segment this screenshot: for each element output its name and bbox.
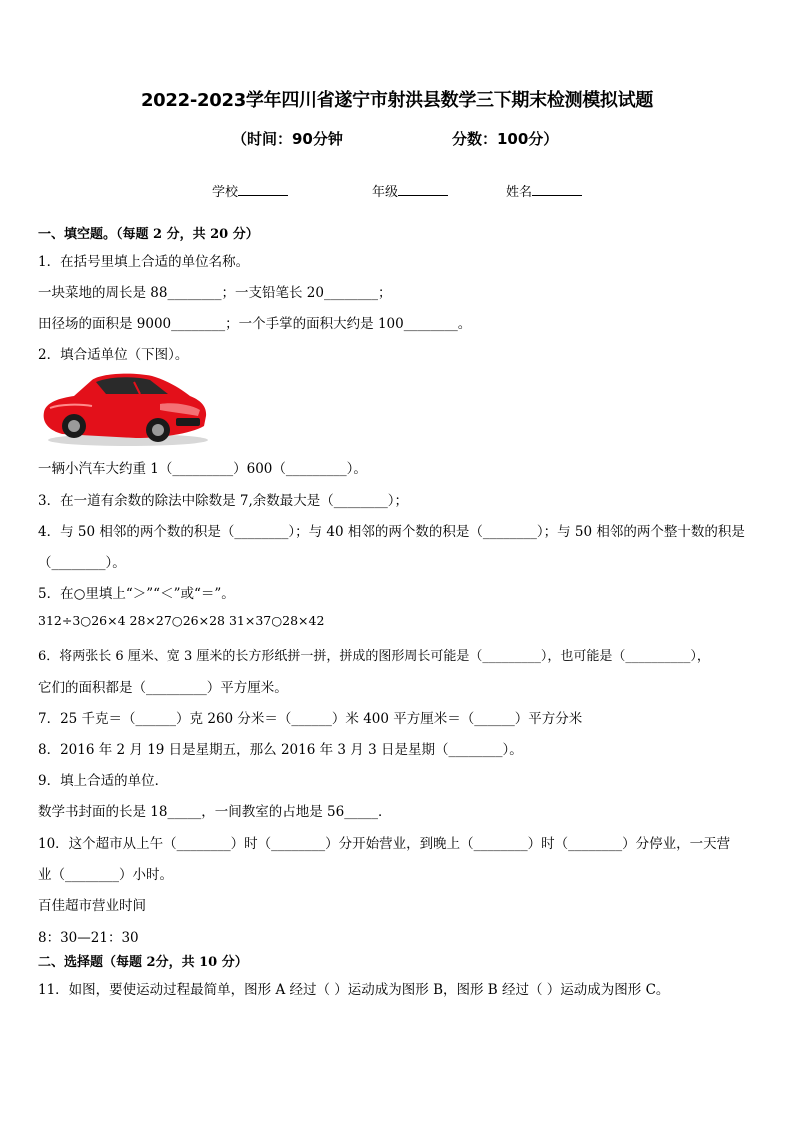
question-line: （________）。 (38, 555, 126, 571)
question-line: 8．2016 年 2 月 19 日是星期五，那么 2016 年 3 月 3 日是星期（________）。 (38, 742, 523, 758)
name-blank (532, 183, 582, 196)
question-line: 它们的面积都是（_________）平方厘米。 (38, 680, 288, 696)
question-line: 10．这个超市从上午（________）时（________）分开始营业，到晚上（________）时（________）分停业，一天营 (38, 836, 731, 852)
exam-time: （时间：90分钟 (232, 130, 343, 148)
question-line: 6．将两张长 6 厘米、宽 3 厘米的长方形纸拼一拼，拼成的图形周长可能是（_________），也可能是（__________）， (38, 649, 710, 664)
question-line: 业（________）小时。 (38, 867, 173, 883)
question-line: 2．填合适单位（下图）。 (38, 347, 189, 363)
question-line: 田径场的面积是 9000________；一个手掌的面积大约是 100________。 (38, 316, 472, 332)
page-title: 2022-2023学年四川省遂宁市射洪县数学三下期末检测模拟试题 (140, 90, 654, 111)
name-field (506, 181, 582, 200)
school-blank (238, 183, 288, 196)
question-line: 8：30—21：30 (38, 930, 139, 946)
question-line: 一辆小汽车大约重 1（_________）600（_________）。 (38, 461, 367, 477)
section-heading-fill-blank: 一、填空题。（每题 2 分，共 20 分） (38, 227, 259, 242)
question-line: 9．填上合适的单位． (38, 773, 169, 789)
question-line: 5．在○里填上“＞”“＜”或“＝”。 (38, 586, 235, 602)
red-car-image (40, 368, 210, 448)
section-heading-choice: 二、选择题（每题 2分，共 10 分） (38, 955, 248, 970)
question-line: 7．25 千克＝（______）克 260 分米＝（______）米 400 平方厘米＝（______）平方分米 (38, 711, 583, 727)
question-line: 312÷3○26×4 28×27○26×28 31×37○28×42 (38, 613, 325, 628)
question-line: 数学书封面的长是 18_____，一间教室的占地是 56_____． (38, 804, 392, 820)
question-line: 4．与 50 相邻的两个数的积是（________）；与 40 相邻的两个数的积是（________）；与 50 相邻的两个整十数的积是 (38, 524, 745, 540)
question-line: 百佳超市营业时间 (38, 898, 146, 914)
school-field (212, 181, 288, 200)
question-line: 3．在一道有余数的除法中除数是 7,余数最大是（________）； (38, 493, 409, 509)
grade-label: 年级 (372, 185, 399, 200)
question-line: 11．如图，要使运动过程最简单，图形 A 经过（ ）运动成为图形 B，图形 B 经过（ ）运动成为图形 C。 (38, 982, 670, 998)
school-label: 学校 (212, 185, 239, 200)
grade-field (372, 181, 448, 200)
exam-score: 分数：100分） (452, 130, 559, 148)
question-line: 1．在括号里填上合适的单位名称。 (38, 254, 250, 270)
name-label: 姓名 (506, 185, 533, 200)
grade-blank (398, 183, 448, 196)
question-line: 一块菜地的周长是 88________；一支铅笔长 20________； (38, 285, 392, 301)
